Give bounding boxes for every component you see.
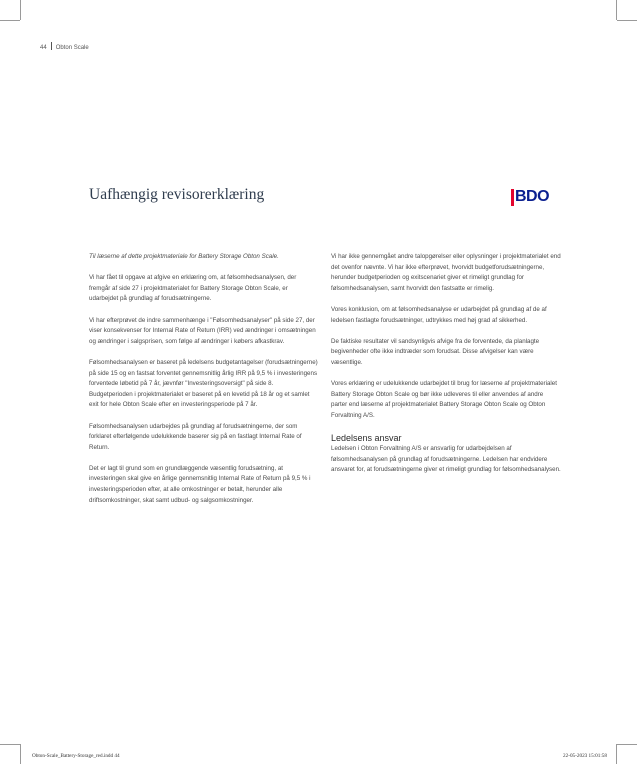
paragraph: Ledelsen i Obton Forvaltning A/S er ansvarlig for udarbejdelsen af følsomhedsanalysen på grundlag af forudsætningerne. Ledelsen har endvidere ansvaret for, at forudsætningerne giver et rimeligt grundlag for følsomhedsanalysen.: [331, 445, 561, 474]
crop-mark: [20, 0, 21, 20]
logo-text: BDO: [515, 188, 550, 205]
right-column: [331, 252, 561, 486]
footer-file: Obton-Scale_Battery-Storage_red.indd 44: [32, 753, 120, 759]
logo-bar: [511, 189, 514, 206]
paragraph: Følsomhedsanalysen er baseret på ledelsens budgetantagelser (forudsætningerne) på side 15 og en fastsat forventet gennemsnitlig årlig IRR på 9,5 % i investeringens forventede løbetid på 7 år, jævnfør "Investeringsoversigt" på side 8. Budgetperioden i projektmaterialet er baseret på en levetid på 18 år og et samlet exit for hele Obton Scale efter en investeringsperiode på 7 år.: [89, 358, 318, 409]
crop-mark: [617, 744, 637, 745]
paragraph: Vores erklæring er udelukkende udarbejdet til brug for læserne af projektmaterialet Battery Storage Obton Scale og bør ikke udleveres til eller anvendes af andre parter end læserne af projektmaterialet Battery Storage Obton Scale og Obton Forvaltning A/S.: [331, 380, 557, 419]
paragraph: Til læserne af dette projektmateriale for Battery Storage Obton Scale.: [89, 253, 279, 260]
crop-mark: [20, 744, 21, 764]
paragraph: Følsomhedsanalysen udarbejdes på grundlag af forudsætningerne, der som forklaret efterfølgende udelukkende baserer sig på en fastlagt Internal Rate of Return.: [89, 422, 302, 451]
page-title: Uafhængig revisorerklæring: [89, 186, 265, 203]
paragraph: De faktiske resultater vil sandsynligvis afvige fra de forventede, da planlagte begivenheder ofte ikke indtræder som forudsat. Disse afvigelser kan være væsentlige.: [331, 337, 540, 366]
paragraph: Vi har ikke gennemgået andre talopgørelser eller oplysninger i projektmaterialet end det ovenfor nævnte. Vi har ikke efterprøvet, hvorvidt budgetforudsætningerne, herunder budgetperioden og exitscenariet giver et rimeligt grundlag for følsomhedsanalysen, samt hvorvidt den fastsatte er rimelig.: [331, 253, 561, 292]
running-header: [40, 42, 89, 51]
paragraph: Vi har efterprøvet de indre sammenhænge i "Følsomhedsanalyser" på side 27, der viser konsekvenser for Internal Rate of Return (IRR) ved ændringer i omsætningen og ændringer i salgsprisen, som følge af ændringer i købers afkastkrav.: [89, 316, 316, 345]
paragraph: Vi har fået til opgave at afgive en erklæring om, at følsomhedsanalysen, der fremgår af side 27 i projektmaterialet for Battery Storage Obton Scale, er udarbejdet på grundlag af forudsætningerne.: [89, 274, 297, 303]
page-number: 44: [40, 45, 47, 51]
crop-mark: [616, 0, 617, 20]
left-column: [89, 252, 318, 517]
footer-datetime: 22-05-2023 15:01:58: [563, 753, 607, 759]
header-section: Obton Scale: [55, 45, 89, 51]
crop-mark: [617, 20, 637, 21]
bdo-logo: [511, 188, 549, 206]
header-divider: [51, 42, 52, 50]
paragraph: Vores konklusion, om at følsomhedsanalyse er udarbejdet på grundlag af de af ledelsen fastlagte forudsætninger, udtrykkes med høj grad af sikkerhed.: [331, 305, 547, 324]
section-heading: Ledelsens ansvar: [331, 433, 402, 444]
crop-mark: [0, 744, 20, 745]
paragraph: Det er lagt til grund som en grundlæggende væsentlig forudsætning, at investeringen skal give en årlige gennemsnitlig Internal Rate of Return på 9,5 % i investeringsperioden efter, at alle omkostninger er betalt, herunder alle driftsomkostninger, skat samt udbud- og salgsomkostninger.: [89, 464, 311, 504]
crop-mark: [616, 744, 617, 764]
crop-mark: [0, 20, 20, 21]
